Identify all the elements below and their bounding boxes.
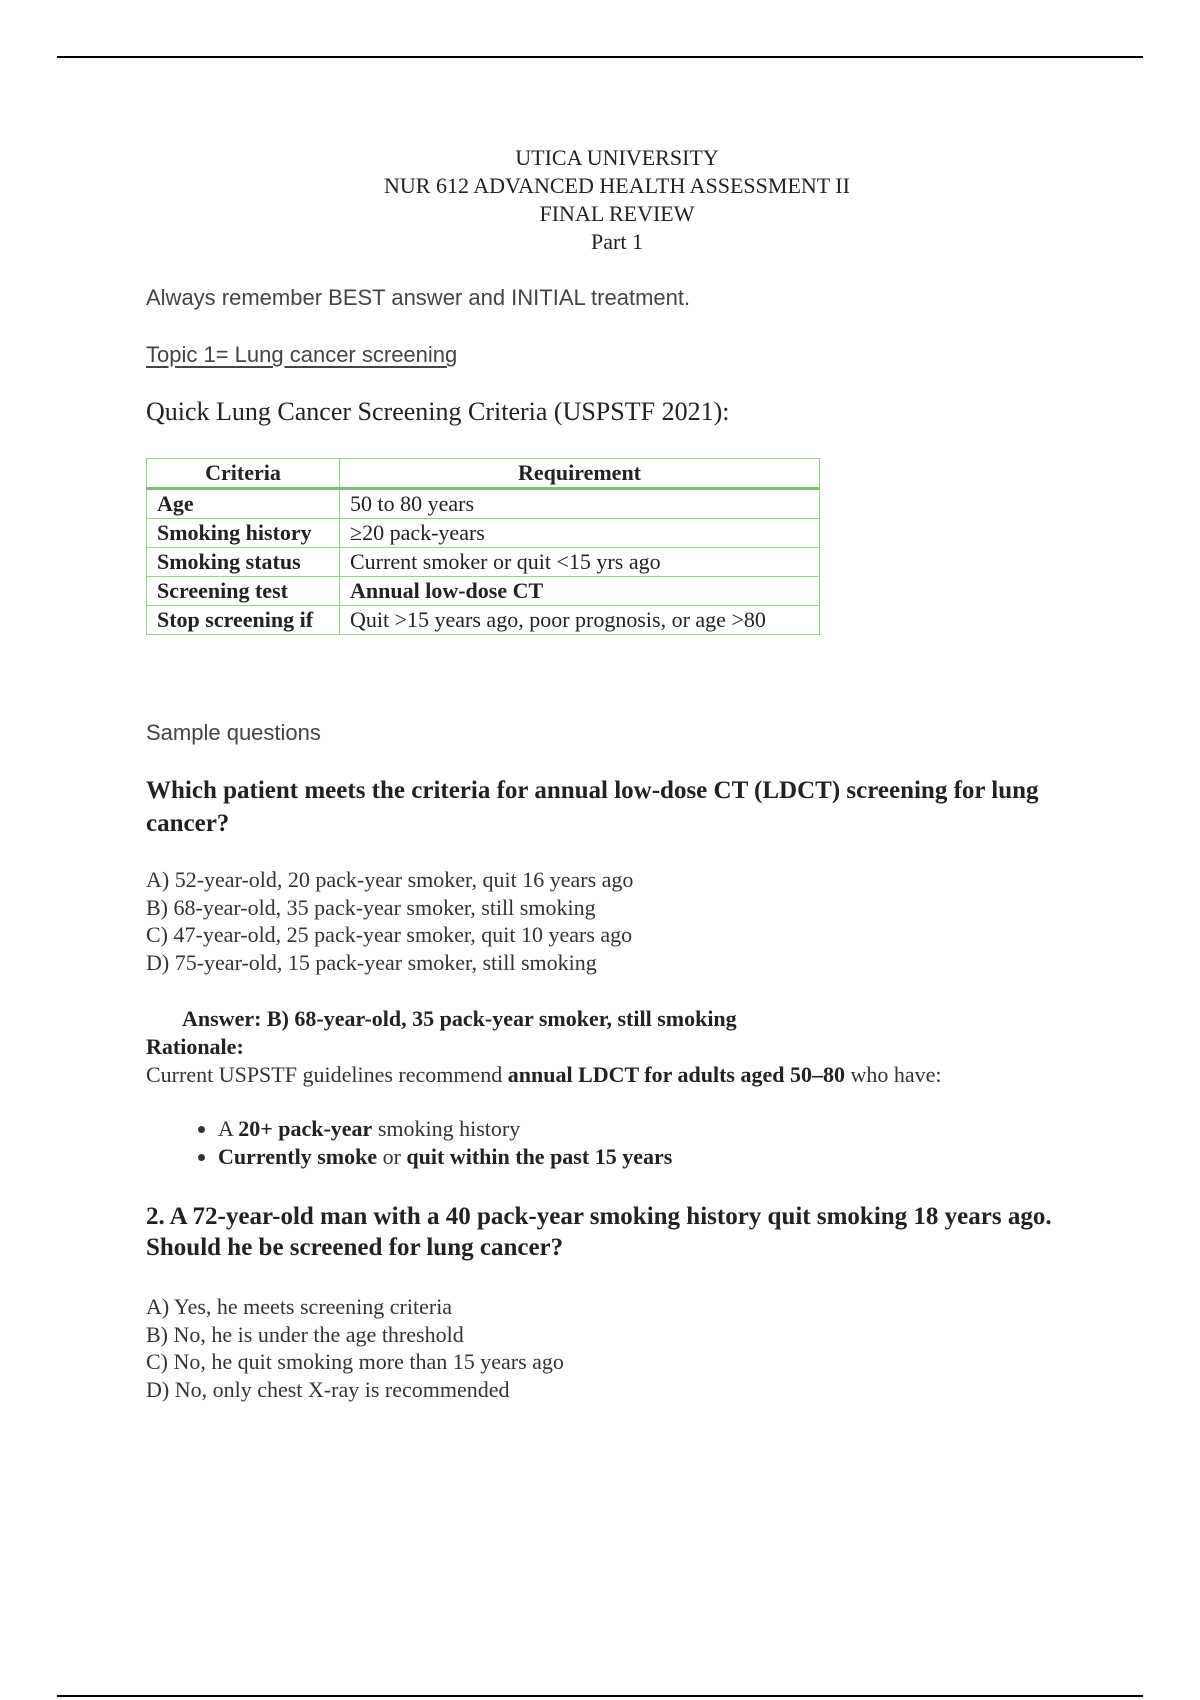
criteria-cell: Smoking status [147, 548, 340, 577]
option-b: B) 68-year-old, 35 pack-year smoker, still smoking [146, 894, 596, 920]
bullet-text: or [377, 1144, 407, 1169]
bullet-text: A [218, 1116, 239, 1141]
answer-text: Answer: B) 68-year-old, 35 pack-year smoker, still smoking [182, 1006, 737, 1031]
option-c: C) 47-year-old, 25 pack-year smoker, quit 10 years ago [146, 922, 633, 947]
table-row [147, 606, 820, 635]
question-2: 2. A 72-year-old man with a 40 pack-year smoking history quit smoking 18 years ago. Should he be screened for lung cancer? [146, 1203, 1052, 1261]
option-a: A) 52-year-old, 20 pack-year smoker, quit 16 years ago [146, 867, 634, 892]
requirement-cell: ≥20 pack-years [340, 519, 820, 548]
requirement-cell: Quit >15 years ago, poor prognosis, or age >80 [340, 606, 820, 635]
rationale-emphasis: annual LDCT for adults aged 50–80 [507, 1062, 845, 1087]
table-row [147, 519, 820, 548]
criteria-cell: Stop screening if [147, 606, 340, 635]
table-title: Quick Lung Cancer Screening Criteria (USPSTF 2021): [146, 397, 730, 426]
criteria-cell: Age [147, 489, 340, 519]
question-1: Which patient meets the criteria for annual low-dose CT (LDCT) screening for lung cancer? [146, 777, 1039, 837]
document-header [0, 144, 1200, 256]
option-d: D) No, only chest X-ray is recommended [146, 1376, 510, 1402]
table-row [147, 577, 820, 606]
rationale-label: Rationale: [146, 1034, 244, 1059]
table-row [147, 548, 820, 577]
rationale-text [146, 1062, 942, 1088]
reminder-text: Always remember BEST answer and INITIAL treatment. [146, 285, 691, 310]
bullet-emphasis: Currently smoke [218, 1144, 378, 1169]
option-c: C) No, he quit smoking more than 15 years ago [146, 1349, 564, 1374]
rationale-bullets [180, 1115, 672, 1171]
review-title: FINAL REVIEW [539, 201, 695, 226]
screening-criteria-table [146, 458, 820, 635]
option-b: B) No, he is under the age threshold [146, 1321, 464, 1347]
course-title: NUR 612 ADVANCED HEALTH ASSESSMENT II [384, 173, 850, 198]
criteria-cell: Screening test [147, 577, 340, 606]
question-1-options [146, 866, 633, 976]
requirement-cell: 50 to 80 years [340, 489, 820, 519]
university-name: UTICA UNIVERSITY [515, 145, 719, 170]
requirement-cell: Current smoker or quit <15 yrs ago [340, 548, 820, 577]
sample-questions-heading: Sample questions [146, 720, 321, 745]
list-item [218, 1115, 672, 1143]
rationale-post: who have: [844, 1062, 942, 1087]
option-a: A) Yes, he meets screening criteria [146, 1294, 453, 1319]
topic-heading: Topic 1= Lung cancer screening [146, 342, 458, 367]
table-header-row [147, 459, 820, 489]
question-2-options [146, 1293, 564, 1403]
list-item [218, 1143, 672, 1171]
top-rule [57, 56, 1143, 58]
option-d: D) 75-year-old, 15 pack-year smoker, still smoking [146, 949, 597, 975]
bullet-text: smoking history [372, 1116, 521, 1141]
bottom-rule [57, 1695, 1143, 1697]
bullet-emphasis: 20+ pack-year [238, 1116, 373, 1141]
criteria-cell: Smoking history [147, 519, 340, 548]
part-label: Part 1 [591, 229, 643, 254]
bullet-emphasis: quit within the past 15 years [406, 1144, 673, 1169]
column-header: Criteria [147, 459, 340, 489]
rationale-pre: Current USPSTF guidelines recommend [146, 1062, 508, 1087]
table-row [147, 489, 820, 519]
requirement-cell: Annual low-dose CT [340, 577, 820, 606]
column-header: Requirement [340, 459, 820, 489]
